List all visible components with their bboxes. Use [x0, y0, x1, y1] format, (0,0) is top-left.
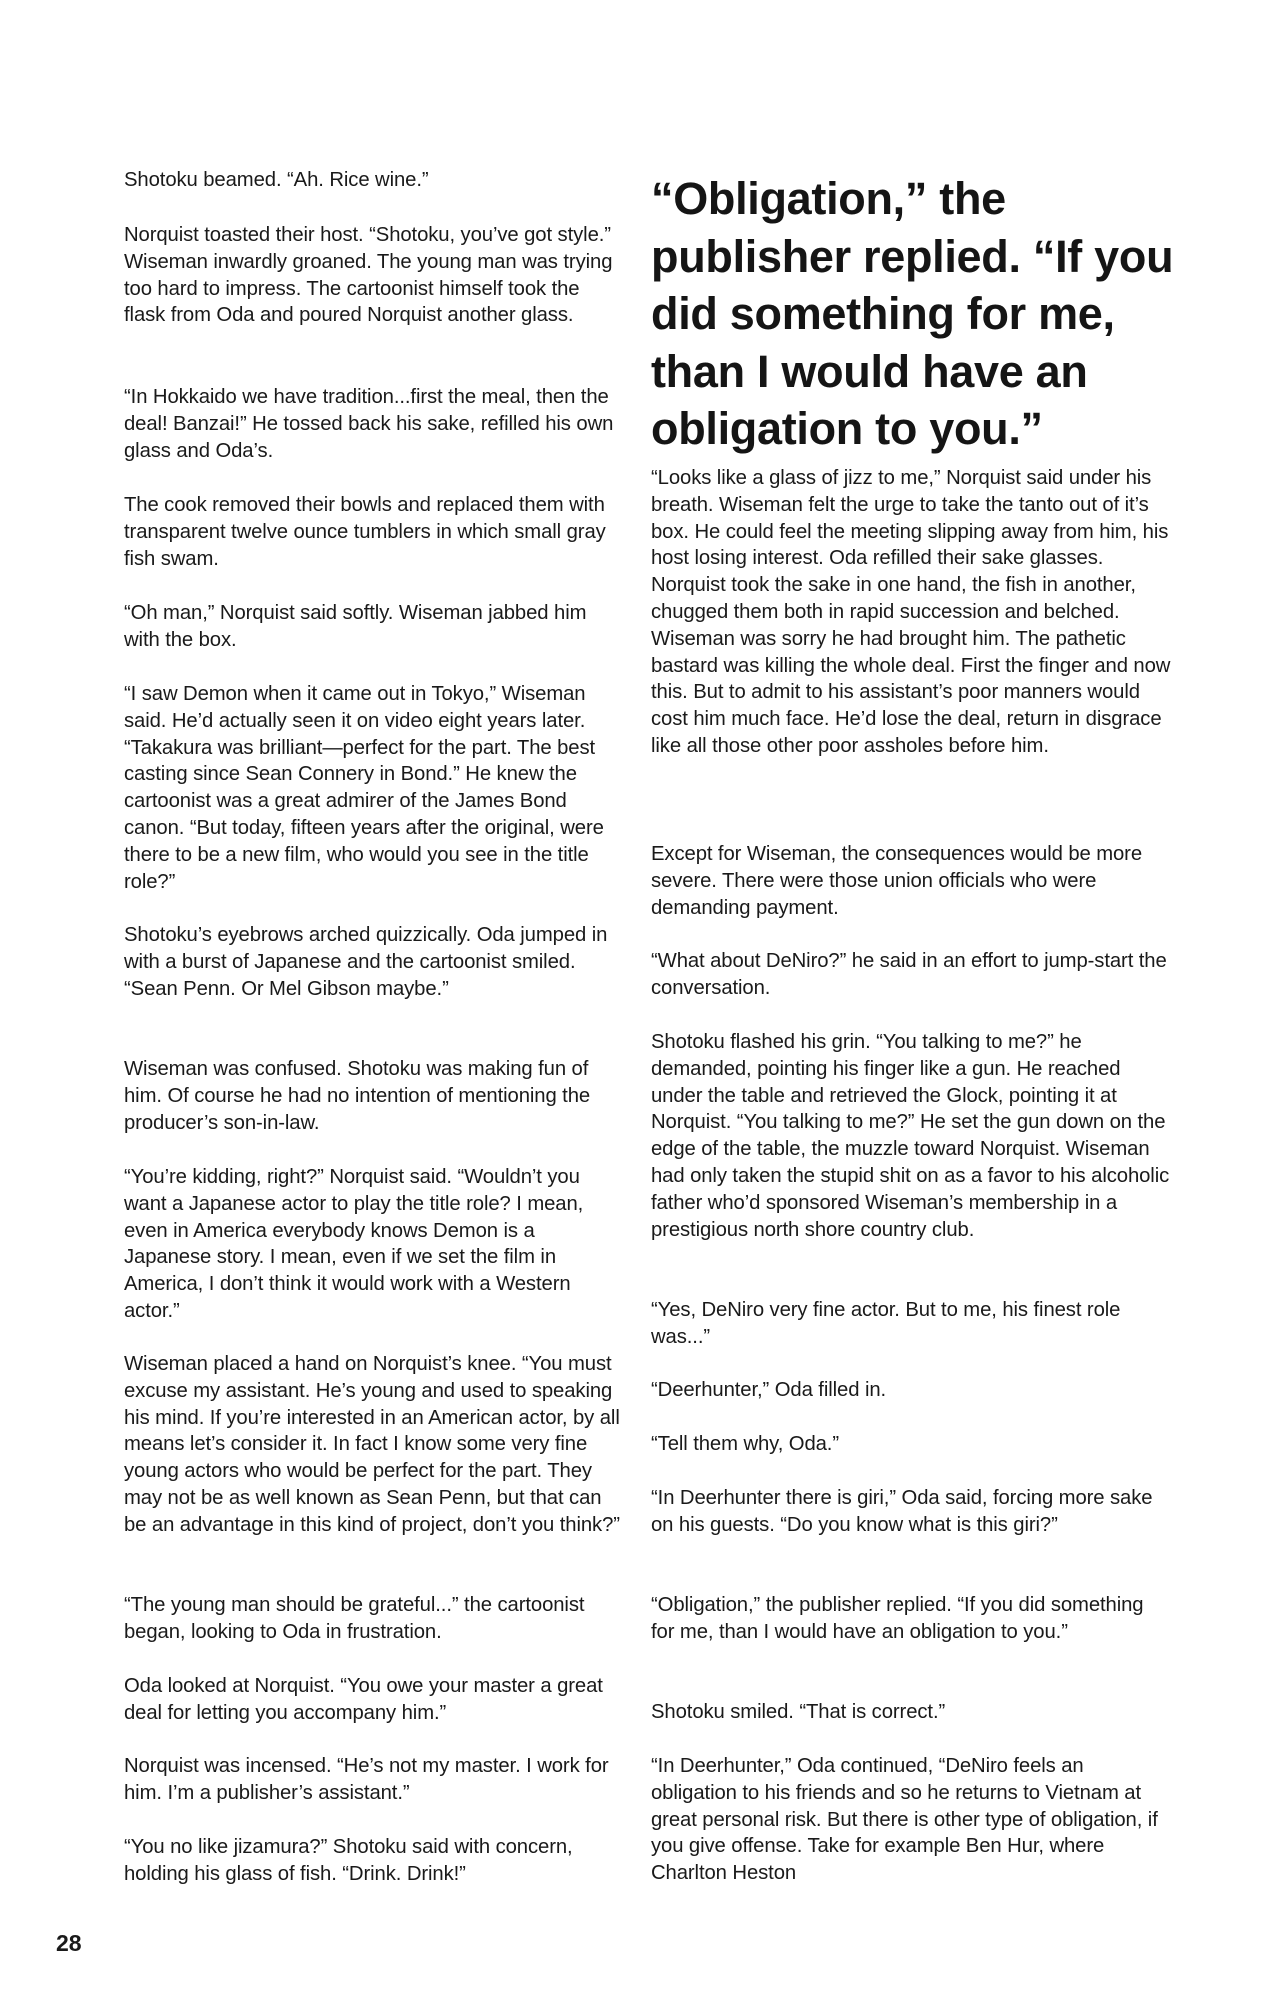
paragraph-right-6: “Deerhunter,” Oda filled in. [651, 1379, 887, 1401]
paragraph-left-11: “The young man should be grateful...” the cartoonist began, looking to Oda in frustration. [124, 1594, 585, 1643]
paragraph-right-10: Shotoku smiled. “That is correct.” [651, 1701, 946, 1723]
paragraph-right-8: “In Deerhunter there is giri,” Oda said, forcing more sake on his guests. “Do you know what is this giri?” [651, 1487, 1153, 1536]
paragraph-left-6: “I saw Demon when it came out in Tokyo,” Wiseman said. He’d actually seen it on video eight years later. “Takakura was brilliant—perfect for the part. The best casting since Sean Connery in Bond.” He knew the cartoonist was a great admirer of the James Bond canon. “But today, fifteen years after the original, were there to be a new film, who would you see in the title role?” [124, 683, 604, 893]
paragraph-left-3: “In Hokkaido we have tradition...first the meal, then the deal! Banzai!” He tossed back his sake, refilled his own glass and Oda’s. [124, 386, 614, 462]
paragraph-left-1: Shotoku beamed. “Ah. Rice wine.” [124, 169, 429, 191]
paragraph-left-9: “You’re kidding, right?” Norquist said. “Wouldn’t you want a Japanese actor to play the title role? I mean, even in America everybody knows Demon is a Japanese story. I mean, even if we set the film in America, I don’t think it would work with a Western actor.” [124, 1166, 584, 1322]
paragraph-left-4: The cook removed their bowls and replaced them with transparent twelve ounce tumblers in which small gray fish swam. [124, 494, 606, 570]
paragraph-right-9: “Obligation,” the publisher replied. “If you did something for me, than I would have an obligation to you.” [651, 1594, 1144, 1643]
paragraph-right-5: “Yes, DeNiro very fine actor. But to me, his finest role was...” [651, 1299, 1121, 1348]
paragraph-left-2: Norquist toasted their host. “Shotoku, you’ve got style.” Wiseman inwardly groaned. The young man was trying too hard to impress. The cartoonist himself took the flask from Oda and poured Norquist another glass. [124, 224, 613, 327]
paragraph-left-7: Shotoku’s eyebrows arched quizzically. Oda jumped in with a burst of Japanese and the cartoonist smiled. “Sean Penn. Or Mel Gibson maybe.” [124, 924, 608, 1000]
paragraph-right-3: “What about DeNiro?” he said in an effort to jump-start the conversation. [651, 950, 1167, 999]
paragraph-right-7: “Tell them why, Oda.” [651, 1433, 839, 1455]
paragraph-left-12: Oda looked at Norquist. “You owe your master a great deal for letting you accompany him.” [124, 1675, 603, 1724]
pull-quote: “Obligation,” the publisher replied. “If you did something for me, than I would have an obligation to you.” [651, 173, 1174, 454]
paragraph-left-10: Wiseman placed a hand on Norquist’s knee. “You must excuse my assistant. He’s young and used to speaking his mind. If you’re interested in an American actor, by all means let’s consider it. In fact I know some very fine young actors who would be perfect for the part. They may not be as well known as Sean Penn, but that can be an advantage in this kind of project, don’t you think?” [124, 1353, 620, 1536]
paragraph-left-8: Wiseman was confused. Shotoku was making fun of him. Of course he had no intention of mentioning the producer’s son-in-law. [124, 1058, 591, 1134]
paragraph-left-5: “Oh man,” Norquist said softly. Wiseman jabbed him with the box. [124, 602, 587, 651]
page-number: 28 [56, 1930, 82, 1956]
paragraph-right-1: “Looks like a glass of jizz to me,” Norquist said under his breath. Wiseman felt the urge to take the tanto out of it’s box. He could feel the meeting slipping away from him, his host losing interest. Oda refilled their sake glasses. Norquist took the sake in one hand, the fish in another, chugged them both in rapid succession and belched. Wiseman was sorry he had brought him. The pathetic bastard was killing the whole deal. First the finger and now this. But to admit to his assistant’s poor manners would cost him much face. He’d lose the deal, return in disgrace like all those other poor assholes before him. [651, 467, 1171, 757]
paragraph-right-2: Except for Wiseman, the consequences would be more severe. There were those union officials who were demanding payment. [651, 843, 1143, 919]
paragraph-right-11: “In Deerhunter,” Oda continued, “DeNiro feels an obligation to his friends and so he returns to Vietnam at great personal risk. But there is other type of obligation, if you give offense. Take for example Ben Hur, where Charlton Heston [651, 1755, 1158, 1885]
paragraph-right-4: Shotoku flashed his grin. “You talking to me?” he demanded, pointing his finger like a gun. He reached under the table and retrieved the Glock, pointing it at Norquist. “You talking to me?” He set the gun down on the edge of the table, the muzzle toward Norquist. Wiseman had only taken the stupid shit on as a favor to his alcoholic father who’d sponsored Wiseman’s membership in a prestigious north shore country club. [651, 1031, 1170, 1241]
paragraph-left-13: Norquist was incensed. “He’s not my master. I work for him. I’m a publisher’s assistant.” [124, 1755, 609, 1804]
paragraph-left-14: “You no like jizamura?” Shotoku said with concern, holding his glass of fish. “Drink. Drink!” [124, 1836, 573, 1885]
